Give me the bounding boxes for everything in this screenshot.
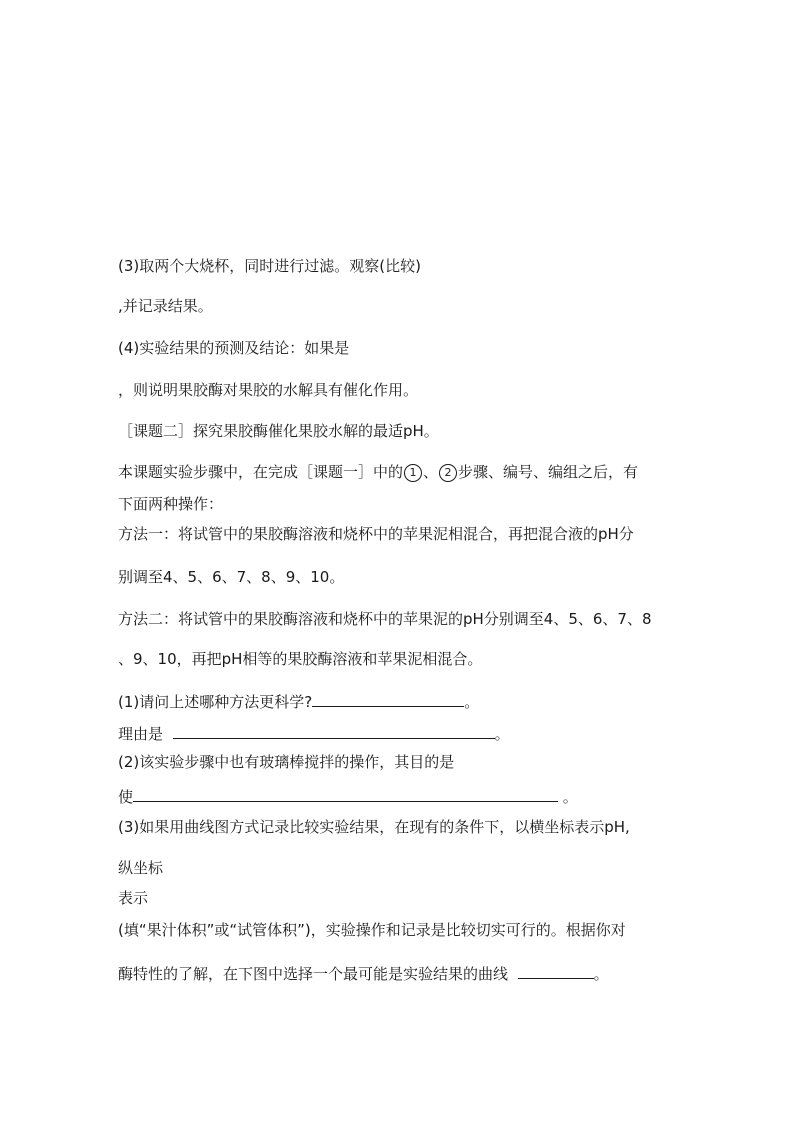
- answer-blank-method[interactable]: [312, 691, 464, 707]
- topic-two-heading: ［课题二］探究果胶酶催化果胶水解的最适pH。: [118, 422, 439, 440]
- curve-question-text: 酶特性的了解，在下图中选择一个最可能是实验结果的曲线: [118, 965, 509, 983]
- step-2-mark: 2: [439, 464, 457, 482]
- step-separator: 、: [423, 463, 439, 481]
- reason-line: [118, 723, 510, 744]
- operations-intro: 下面两种操作：: [118, 495, 224, 513]
- reason-label: 理由是: [118, 725, 164, 743]
- answer-blank-reason[interactable]: [173, 723, 495, 739]
- record-result-text: ,并记录结果。: [118, 297, 213, 315]
- purpose-line: [118, 786, 578, 807]
- steps-intro-line: [118, 462, 638, 482]
- steps-intro-text: 本课题实验步骤中，在完成［课题一］中的: [118, 463, 404, 481]
- step-1-mark: 1: [404, 464, 422, 482]
- question-3-text: (3)如果用曲线图方式记录比较实验结果，在现有的条件下，以横坐标表示pH,: [118, 818, 630, 836]
- curve-question-end: 。: [593, 965, 609, 983]
- reason-end: 。: [494, 725, 510, 743]
- express-label: 表示: [118, 889, 149, 907]
- item-4-text: (4)实验结果的预测及结论：如果是: [118, 339, 350, 357]
- question-1-text: (1)请问上述哪种方法更科学?: [118, 693, 313, 711]
- purpose-label: 使: [118, 788, 134, 806]
- y-axis-label: 纵坐标: [118, 859, 164, 877]
- question-2-text: (2)该实验步骤中也有玻璃棒搅拌的操作，其目的是: [118, 753, 455, 771]
- method-two-values: 、9、10，再把pH相等的果胶酶溶液和苹果泥相混合。: [118, 650, 483, 668]
- question-1-end: 。: [464, 693, 480, 711]
- method-one-text: 方法一：将试管中的果胶酶溶液和烧杯中的苹果泥相混合，再把混合液的pH分: [118, 525, 634, 543]
- answer-blank-curve[interactable]: [518, 963, 594, 979]
- method-two-text: 方法二：将试管中的果胶酶溶液和烧杯中的苹果泥的pH分别调至4、5、6、7、8: [118, 610, 652, 628]
- fill-in-hint-text: (填“果汁体积”或“试管体积”)，实验操作和记录是比较切实可行的。根据你对: [118, 921, 626, 939]
- item-3-text: (3)取两个大烧杯，同时进行过滤。观察(比较): [118, 257, 421, 275]
- method-one-values: 别调至4、5、6、7、8、9、10。: [118, 568, 345, 586]
- purpose-end: 。: [562, 788, 578, 806]
- answer-blank-purpose[interactable]: [133, 786, 558, 802]
- steps-intro-rest: 步骤、编号、编组之后，有: [458, 463, 639, 481]
- conclusion-text: ，则说明果胶酶对果胶的水解具有催化作用。: [118, 381, 419, 399]
- curve-question-line: [118, 963, 609, 984]
- question-1-line: [118, 691, 479, 712]
